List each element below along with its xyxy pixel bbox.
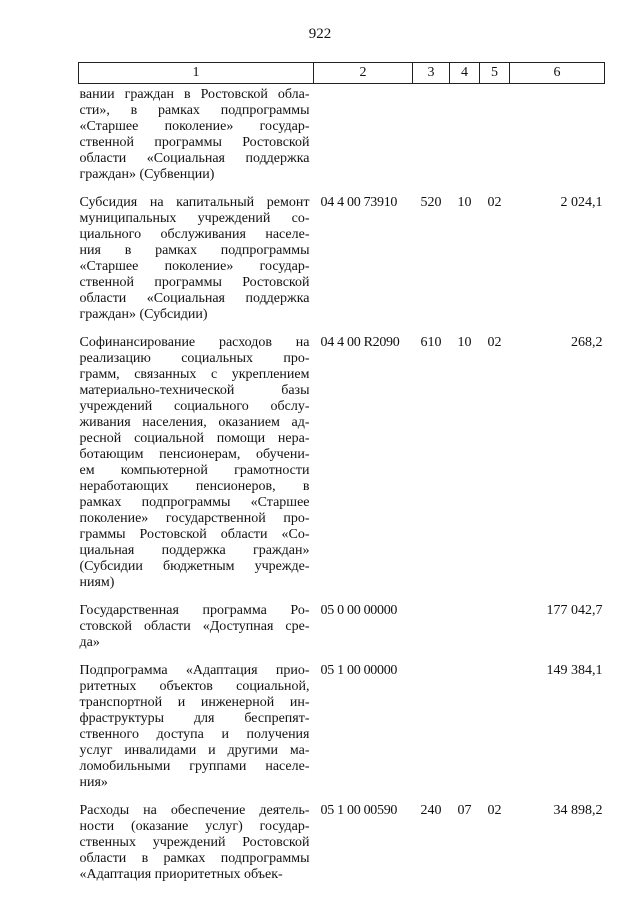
page-number: 922 <box>308 26 332 42</box>
row-name-line: фраструктуры для беспрепят- <box>79 711 310 726</box>
row-name-line: учреждений социального обслу- <box>79 399 310 414</box>
expense-type-code <box>413 663 450 803</box>
amount <box>510 84 605 196</box>
section-code <box>450 84 480 196</box>
column-header-6: 6 <box>510 63 605 84</box>
row-name-line: неработающих пенсионеров, в <box>79 479 310 494</box>
row-name-line: циального обслуживания населе- <box>79 227 310 242</box>
row-name-line: ботающим пенсионерам, обучени- <box>79 447 310 462</box>
row-name-cell <box>79 803 314 895</box>
budget-table <box>78 62 605 895</box>
row-name-line: ности (оказание услуг) государ- <box>79 819 310 834</box>
column-header-3: 3 <box>413 63 450 84</box>
row-name-line: ственного доступа и получения <box>79 727 310 742</box>
row-name-line: ния» <box>79 775 108 790</box>
expense-type-code: 610 <box>420 335 442 350</box>
row-name-cell <box>79 663 314 803</box>
expense-type-code: 520 <box>420 195 442 210</box>
amount: 177 042,7 <box>546 603 603 618</box>
row-name-line: «Адаптация приоритетных объек- <box>79 867 283 882</box>
section-code: 10 <box>457 195 472 210</box>
amount: 268,2 <box>571 335 603 350</box>
row-name-line: Расходы на обеспечение деятель- <box>79 803 310 818</box>
row-name-line: вании граждан в Ростовской обла- <box>79 87 310 102</box>
column-header-4: 4 <box>450 63 480 84</box>
column-header-5: 5 <box>480 63 510 84</box>
table-row <box>79 803 605 895</box>
row-name-line: ритетных объектов социальной, <box>79 679 310 694</box>
row-name-line: области в рамках подпрограммы <box>79 851 310 866</box>
target-article-code: 04 4 00 R2090 <box>320 335 400 350</box>
table-row <box>79 84 605 196</box>
row-name-line: рамках подпрограммы «Старшее <box>79 495 310 510</box>
row-name-line: (Субсидии бюджетным учрежде- <box>79 559 310 574</box>
row-name-line: ственной программы Ростовской <box>79 135 310 150</box>
row-name-line: ниям) <box>79 575 115 590</box>
row-name-cell <box>79 195 314 335</box>
expense-type-code <box>413 603 450 663</box>
amount: 2 024,1 <box>560 195 603 210</box>
row-name-line: области «Социальная поддержка <box>79 291 310 306</box>
table-header-row <box>79 63 605 84</box>
row-name-cell <box>79 84 314 196</box>
row-name-line: «Старшее поколение» государ- <box>79 259 310 274</box>
target-article-code: 04 4 00 73910 <box>320 195 398 210</box>
row-name-line: транспортной и инженерной ин- <box>79 695 310 710</box>
row-name-line: ем компьютерной грамотности <box>79 463 310 478</box>
row-name-line: грамм, связанных с укреплением <box>79 367 310 382</box>
target-article-code: 05 1 00 00000 <box>320 663 398 678</box>
row-name-line: живания населения, оказанием ад- <box>79 415 310 430</box>
row-name-line: ственных учреждений Ростовской <box>79 835 310 850</box>
amount: 149 384,1 <box>546 663 603 678</box>
subsection-code <box>480 603 510 663</box>
row-name-line: граждан» (Субсидии) <box>79 307 208 322</box>
table-row <box>79 603 605 663</box>
row-name-line: поколение» государственной про- <box>79 511 310 526</box>
table-row <box>79 335 605 603</box>
row-name-line: Субсидия на капитальный ремонт <box>79 195 310 210</box>
row-name-line: услуг инвалидами и другими ма- <box>79 743 310 758</box>
row-name-line: сти», в рамках подпрограммы <box>79 103 310 118</box>
table-row <box>79 195 605 335</box>
row-name-line: стовской области «Доступная сре- <box>79 619 310 634</box>
subsection-code <box>480 84 510 196</box>
row-name-line: Государственная программа Ро- <box>79 603 310 618</box>
subsection-code: 02 <box>487 335 502 350</box>
row-name-line: да» <box>79 635 100 650</box>
row-name-line: ственной программы Ростовской <box>79 275 310 290</box>
expense-type-code <box>413 84 450 196</box>
amount: 34 898,2 <box>553 803 603 818</box>
section-code: 10 <box>457 335 472 350</box>
subsection-code: 02 <box>487 803 502 818</box>
subsection-code <box>480 663 510 803</box>
column-header-1: 1 <box>79 63 314 84</box>
section-code: 07 <box>457 803 472 818</box>
target-article-code: 05 1 00 00590 <box>320 803 398 818</box>
row-name-line: муниципальных учреждений со- <box>79 211 310 226</box>
target-article-code <box>314 84 413 196</box>
row-name-line: материально-технической базы <box>79 383 310 398</box>
row-name-line: ресной социальной помощи нера- <box>79 431 310 446</box>
row-name-cell <box>79 335 314 603</box>
subsection-code: 02 <box>487 195 502 210</box>
row-name-line: ния в рамках подпрограммы <box>79 243 310 258</box>
row-name-line: граммы Ростовской области «Со- <box>79 527 310 542</box>
table-row <box>79 663 605 803</box>
row-name-line: циальная поддержка граждан» <box>79 543 310 558</box>
section-code <box>450 663 480 803</box>
row-name-cell <box>79 603 314 663</box>
row-name-line: реализацию социальных про- <box>79 351 310 366</box>
row-name-line: области «Социальная поддержка <box>79 151 310 166</box>
target-article-code: 05 0 00 00000 <box>320 603 398 618</box>
row-name-line: Подпрограмма «Адаптация прио- <box>79 663 310 678</box>
row-name-line: Софинансирование расходов на <box>79 335 310 350</box>
section-code <box>450 603 480 663</box>
row-name-line: «Старшее поколение» государ- <box>79 119 310 134</box>
row-name-line: граждан» (Субвенции) <box>79 167 215 182</box>
row-name-line: ломобильными группами населе- <box>79 759 310 774</box>
expense-type-code: 240 <box>420 803 442 818</box>
column-header-2: 2 <box>314 63 413 84</box>
